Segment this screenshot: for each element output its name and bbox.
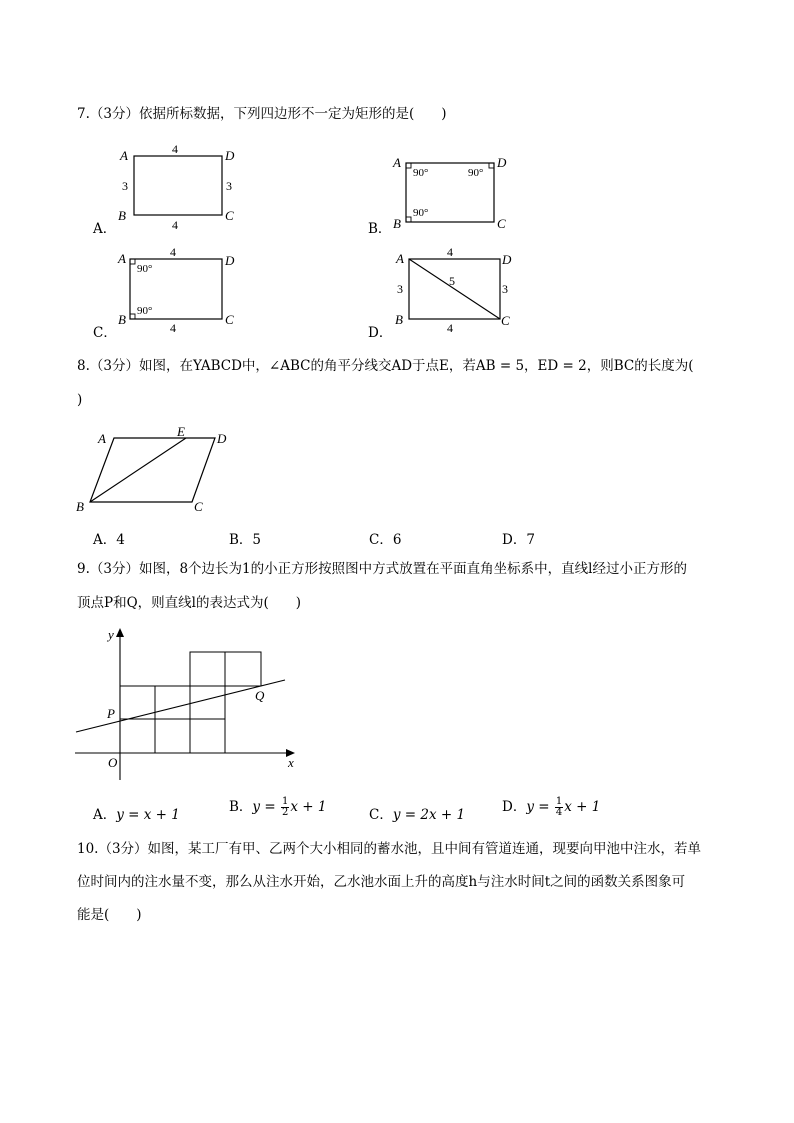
side-dc-length: 3 <box>502 282 508 296</box>
vertex-a: A <box>120 148 128 163</box>
vertex-d: D <box>497 155 507 170</box>
vertex-c: C <box>225 208 234 223</box>
q7-option-a-label: A． <box>93 221 117 237</box>
angle-b-label: 90° <box>413 207 429 219</box>
angle-a-label: 90° <box>137 263 153 275</box>
fraction <box>555 797 563 818</box>
vertex-c: C <box>497 216 506 231</box>
diagonal-ac <box>409 259 500 319</box>
angle-d-label: 90° <box>468 167 484 179</box>
vertex-c: C <box>194 499 203 514</box>
side-ab-length: 3 <box>122 179 128 193</box>
numerator: 1 <box>281 796 289 807</box>
point-q: Q <box>255 688 265 703</box>
vertex-b: B <box>118 312 126 327</box>
side-ad-length: 4 <box>170 245 176 259</box>
q8-parallelogram-figure <box>70 420 240 520</box>
q8-option-c: C．6 <box>369 532 402 548</box>
vertex-a: A <box>118 251 126 266</box>
vertex-d: D <box>502 252 512 267</box>
option-label: C． <box>369 807 393 823</box>
vertex-c: C <box>225 312 234 327</box>
diagonal-ac-length: 5 <box>449 274 455 288</box>
option-label: B． <box>229 799 253 815</box>
x-axis-label: x <box>288 755 294 770</box>
q8-option-a: A．4 <box>93 532 125 548</box>
vertex-d: D <box>225 253 235 268</box>
y-axis-label: y <box>108 627 114 642</box>
point-p: P <box>107 706 115 721</box>
q8-stem-line1: 8.（3分）如图，在YABCD中，∠ABC的角平分线交AD于点E，若AB = 5，ED = 2，则BC的长度为( <box>77 358 694 374</box>
side-dc-length: 3 <box>226 179 232 193</box>
right-angle-a <box>406 163 411 168</box>
q7-figure-d <box>392 244 527 334</box>
q7-option-d-label: D． <box>368 325 393 341</box>
q7-option-c-label: C． <box>93 325 117 341</box>
q9-option-b <box>229 795 326 818</box>
unit-squares <box>120 652 261 753</box>
vertex-a: A <box>396 251 404 266</box>
q9-coordinate-figure <box>70 625 310 785</box>
origin-label: O <box>108 755 118 770</box>
option-expression-suffix: x + 1 <box>564 799 601 815</box>
point-e: E <box>177 424 185 439</box>
angle-a-label: 90° <box>413 167 429 179</box>
side-ad-length: 4 <box>447 245 453 259</box>
q9-option-a <box>93 803 180 823</box>
q7-option-b-label: B． <box>368 221 392 237</box>
parallelogram-abcd <box>90 438 215 502</box>
y-axis-arrow <box>116 628 124 637</box>
q8-option-b: B．5 <box>229 532 262 548</box>
side-ad-length: 4 <box>172 142 178 156</box>
option-expression: y = 2x + 1 <box>392 807 466 823</box>
vertex-d: D <box>217 431 227 446</box>
q8-stem-line2: ) <box>77 392 83 408</box>
right-angle-b <box>130 314 135 319</box>
q10-stem-line2: 位时间内的注水量不变，那么从注水开始，乙水池水面上升的高度h与注水时间t之间的函数关系图象可 <box>77 874 686 890</box>
vertex-c: C <box>501 313 510 328</box>
q7-stem: 7.（3分）依据所标数据，下列四边形不一定为矩形的是( ) <box>77 106 447 122</box>
right-angle-d <box>489 163 494 168</box>
q7-figure-a <box>110 140 250 235</box>
q10-stem-line3: 能是( ) <box>77 907 142 923</box>
vertex-d: D <box>225 148 235 163</box>
bisector-be <box>90 438 186 502</box>
side-bc-length: 4 <box>447 321 453 335</box>
option-label: D． <box>502 799 527 815</box>
vertex-b: B <box>393 216 401 231</box>
vertex-b: B <box>395 312 403 327</box>
q8-option-d: D．7 <box>502 532 535 548</box>
vertex-b: B <box>118 208 126 223</box>
numerator: 1 <box>555 796 563 807</box>
vertex-a: A <box>393 155 401 170</box>
rectangle-abcd <box>134 156 222 215</box>
q9-stem-line2: 顶点P和Q，则直线l的表达式为( ) <box>77 595 302 611</box>
option-expression: y = x + 1 <box>116 807 180 823</box>
fraction <box>281 797 289 818</box>
q9-stem-line1: 9.（3分）如图，8个边长为1的小正方形按照图中方式放置在平面直角坐标系中，直线l经过小正方形的 <box>77 561 687 577</box>
side-bc-length: 4 <box>170 321 176 335</box>
option-expression-prefix: y = <box>526 799 550 815</box>
option-expression-suffix: x + 1 <box>290 799 327 815</box>
angle-b-label: 90° <box>137 305 153 317</box>
option-label: A． <box>93 807 117 823</box>
q9-option-d <box>502 795 600 818</box>
q7-figure-c <box>115 244 245 334</box>
q9-option-c <box>369 803 465 823</box>
right-angle-b <box>406 217 411 222</box>
side-ab-length: 3 <box>397 282 403 296</box>
vertex-b: B <box>76 499 84 514</box>
side-bc-length: 4 <box>172 218 178 232</box>
q7-figure-b <box>388 150 528 235</box>
option-expression-prefix: y = <box>252 799 276 815</box>
q10-stem-line1: 10.（3分）如图，某工厂有甲、乙两个大小相同的蓄水池，且中间有管道连通，现要向甲池中注水，若单 <box>77 841 702 857</box>
vertex-a: A <box>98 431 106 446</box>
denominator: 2 <box>281 807 289 818</box>
denominator: 4 <box>555 807 563 818</box>
right-angle-a <box>130 259 135 264</box>
